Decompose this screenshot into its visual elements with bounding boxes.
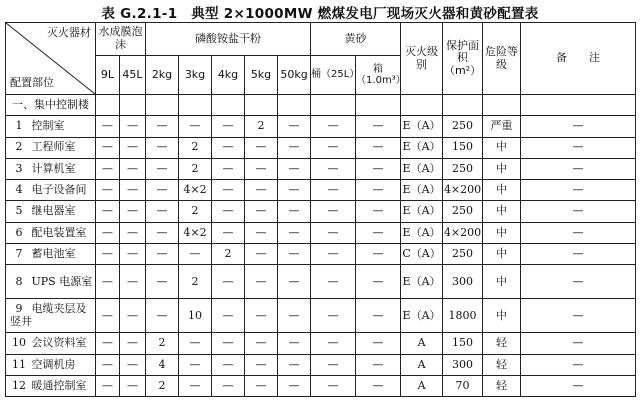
quantity-cell: — (278, 265, 311, 299)
powder-header: 磷酸铵盐干粉 (146, 23, 311, 56)
protect-area-cell: 300 (443, 265, 483, 299)
location-cell (6, 222, 96, 243)
location-cell (6, 244, 96, 265)
location-cell (6, 354, 96, 375)
remark-cell: — (521, 137, 636, 158)
location-name: 暖通控制室 (31, 378, 87, 392)
quantity-cell: — (356, 137, 401, 158)
quantity-cell: — (120, 222, 146, 243)
table-row (6, 354, 636, 375)
quantity-cell: — (146, 265, 179, 299)
quantity-cell: — (120, 158, 146, 179)
remark-cell: — (521, 158, 636, 179)
quantity-cell: — (212, 354, 245, 375)
quantity-cell: — (278, 244, 311, 265)
quantity-cell: — (120, 354, 146, 375)
quantity-cell: — (146, 116, 179, 137)
quantity-cell: — (245, 354, 278, 375)
quantity-cell: — (245, 244, 278, 265)
corner-top-label: 灭火器材 (47, 26, 91, 39)
quantity-cell: — (356, 299, 401, 333)
row-number: 11 (12, 357, 26, 371)
quantity-cell: — (120, 375, 146, 396)
sub-header: 45L (120, 56, 146, 95)
quantity-cell: — (179, 333, 212, 354)
quantity-cell: — (356, 265, 401, 299)
remark-cell: — (521, 265, 636, 299)
quantity-cell: — (278, 299, 311, 333)
location-cell (6, 180, 96, 201)
location-cell (6, 116, 96, 137)
sub-header: 4kg (212, 56, 245, 95)
quantity-cell: — (120, 116, 146, 137)
quantity-cell: — (146, 180, 179, 201)
location-name: UPS 电源室 (31, 274, 93, 288)
sub-header: 50kg (278, 56, 311, 95)
section-label: 一、集中控制楼 (6, 95, 96, 116)
quantity-cell: — (96, 299, 120, 333)
quantity-cell: 2 (179, 265, 212, 299)
table-row (6, 265, 636, 299)
remark-cell: — (521, 244, 636, 265)
table-title: 表 G.2.1-1 典型 2×1000MW 燃煤发电厂现场灭火器和黄砂配置表 (101, 6, 539, 22)
table-row (6, 333, 636, 354)
location-cell (6, 375, 96, 396)
section-row (6, 95, 636, 116)
row-number: 1 (15, 119, 23, 133)
quantity-cell: — (120, 201, 146, 222)
quantity-cell: — (120, 299, 146, 333)
quantity-cell: — (245, 265, 278, 299)
fire-class-cell: E（A） (401, 201, 443, 222)
bucket-header: 桶（25L） (311, 56, 356, 95)
table-row (6, 222, 636, 243)
fire-class-cell: E（A） (401, 180, 443, 201)
quantity-cell: 2 (179, 158, 212, 179)
remark-cell: — (521, 116, 636, 137)
hazard-cell: 中 (483, 201, 521, 222)
fire-class-cell: E（A） (401, 265, 443, 299)
quantity-cell: 2 (179, 201, 212, 222)
location-name: 配电装置室 (31, 225, 87, 239)
location-name: 会议资料室 (31, 336, 87, 350)
quantity-cell: 2 (146, 333, 179, 354)
quantity-cell: — (311, 244, 356, 265)
quantity-cell: — (212, 116, 245, 137)
quantity-cell: — (96, 158, 120, 179)
protect-area-header: 保护面积（m²） (443, 23, 483, 95)
remark-cell: — (521, 375, 636, 396)
row-number: 9 (15, 302, 23, 316)
row-number: 12 (12, 378, 26, 392)
quantity-cell: — (356, 158, 401, 179)
quantity-cell: — (311, 375, 356, 396)
quantity-cell: — (356, 116, 401, 137)
location-cell (6, 299, 96, 333)
quantity-cell: — (278, 354, 311, 375)
hazard-cell: 轻 (483, 333, 521, 354)
quantity-cell: — (245, 180, 278, 201)
quantity-cell: — (120, 180, 146, 201)
quantity-cell: — (245, 158, 278, 179)
row-number: 3 (15, 161, 23, 175)
foam-header: 水成膜泡沫 (96, 23, 146, 56)
quantity-cell: — (311, 201, 356, 222)
location-cell (6, 158, 96, 179)
quantity-cell: — (311, 116, 356, 137)
location-cell (6, 201, 96, 222)
quantity-cell: 4×2 (179, 222, 212, 243)
protect-area-cell: 250 (443, 116, 483, 137)
quantity-cell: — (179, 375, 212, 396)
protect-area-cell: 300 (443, 354, 483, 375)
quantity-cell: — (96, 201, 120, 222)
table-row (6, 244, 636, 265)
protect-area-cell: 4×200 (443, 222, 483, 243)
hazard-cell: 严重 (483, 116, 521, 137)
location-cell (6, 265, 96, 299)
hazard-cell: 中 (483, 265, 521, 299)
quantity-cell: — (245, 375, 278, 396)
quantity-cell: 4×2 (179, 180, 212, 201)
remark-cell: — (521, 299, 636, 333)
quantity-cell: — (245, 299, 278, 333)
fire-class-cell: A (401, 354, 443, 375)
sub-header: 2kg (146, 56, 179, 95)
quantity-cell: — (311, 354, 356, 375)
quantity-cell: — (96, 180, 120, 201)
quantity-cell: — (212, 265, 245, 299)
fire-class-cell: E（A） (401, 116, 443, 137)
location-name: 计算机室 (31, 161, 76, 175)
quantity-cell: — (245, 201, 278, 222)
quantity-cell: — (356, 244, 401, 265)
quantity-cell: — (146, 158, 179, 179)
location-name: 蓄电池室 (31, 246, 76, 260)
quantity-cell: — (120, 244, 146, 265)
hazard-cell: 轻 (483, 375, 521, 396)
row-number: 10 (12, 336, 26, 350)
quantity-cell: — (278, 180, 311, 201)
remark-cell: — (521, 201, 636, 222)
quantity-cell: 10 (179, 299, 212, 333)
fire-class-cell: E（A） (401, 137, 443, 158)
quantity-cell: — (212, 158, 245, 179)
quantity-cell: — (179, 244, 212, 265)
quantity-cell: — (311, 222, 356, 243)
quantity-cell: — (96, 244, 120, 265)
fire-class-cell: E（A） (401, 222, 443, 243)
hazard-cell: 轻 (483, 354, 521, 375)
protect-area-cell: 250 (443, 158, 483, 179)
row-number: 7 (15, 246, 23, 260)
remark-cell: — (521, 354, 636, 375)
hazard-cell: 中 (483, 180, 521, 201)
quantity-cell: — (212, 222, 245, 243)
quantity-cell: 2 (212, 244, 245, 265)
hazard-cell: 中 (483, 158, 521, 179)
quantity-cell: — (212, 201, 245, 222)
hazard-cell: 中 (483, 222, 521, 243)
row-number: 6 (15, 225, 23, 239)
quantity-cell: — (278, 201, 311, 222)
quantity-cell: — (311, 180, 356, 201)
quantity-cell: — (245, 333, 278, 354)
quantity-cell: — (96, 333, 120, 354)
corner-bottom-label: 配置部位 (10, 76, 54, 90)
quantity-cell: — (278, 137, 311, 158)
corner-header (6, 23, 96, 95)
quantity-cell: — (96, 222, 120, 243)
location-name: 电子设备间 (31, 183, 87, 197)
remark-cell: — (521, 333, 636, 354)
quantity-cell: — (356, 333, 401, 354)
sub-header: 9L (96, 56, 120, 95)
protect-area-cell: 250 (443, 244, 483, 265)
quantity-cell: — (96, 265, 120, 299)
remark-cell: — (521, 180, 636, 201)
quantity-cell: — (311, 158, 356, 179)
quantity-cell: — (96, 137, 120, 158)
quantity-cell: — (311, 265, 356, 299)
quantity-cell: — (120, 265, 146, 299)
header-row-1 (6, 23, 636, 56)
hazard-cell: 中 (483, 137, 521, 158)
quantity-cell: — (96, 354, 120, 375)
quantity-cell: — (120, 333, 146, 354)
location-cell (6, 333, 96, 354)
table-row (6, 180, 636, 201)
table-row (6, 116, 636, 137)
sub-header: 3kg (179, 56, 212, 95)
quantity-cell: 2 (179, 137, 212, 158)
fire-class-cell: C（A） (401, 244, 443, 265)
quantity-cell: — (212, 375, 245, 396)
remark-cell: — (521, 222, 636, 243)
extinguisher-table (5, 22, 636, 397)
quantity-cell: — (146, 137, 179, 158)
location-name: 控制室 (31, 119, 65, 133)
location-name: 空调机房 (31, 357, 76, 371)
quantity-cell: — (179, 354, 212, 375)
quantity-cell: — (356, 201, 401, 222)
quantity-cell: — (278, 158, 311, 179)
sand-header: 黄砂 (311, 23, 401, 56)
quantity-cell: — (146, 299, 179, 333)
table-row (6, 137, 636, 158)
quantity-cell: — (146, 201, 179, 222)
protect-area-cell: 150 (443, 137, 483, 158)
table-row (6, 201, 636, 222)
location-name: 工程师室 (31, 140, 76, 154)
quantity-cell: — (278, 222, 311, 243)
sub-header: 5kg (245, 56, 278, 95)
fire-class-cell: A (401, 375, 443, 396)
quantity-cell: 2 (146, 375, 179, 396)
fire-class-cell: E（A） (401, 299, 443, 333)
protect-area-cell: 250 (443, 201, 483, 222)
quantity-cell: — (96, 116, 120, 137)
fire-class-cell: A (401, 333, 443, 354)
quantity-cell: — (245, 137, 278, 158)
quantity-cell: — (278, 116, 311, 137)
table-row (6, 158, 636, 179)
quantity-cell: — (146, 244, 179, 265)
fire-class-header: 灭火级别 (401, 23, 443, 95)
protect-area-cell: 150 (443, 333, 483, 354)
row-number: 5 (15, 204, 23, 218)
quantity-cell: — (212, 333, 245, 354)
protect-area-cell: 1800 (443, 299, 483, 333)
quantity-cell: — (311, 137, 356, 158)
protect-area-cell: 70 (443, 375, 483, 396)
quantity-cell: — (212, 180, 245, 201)
quantity-cell: — (311, 333, 356, 354)
box-header: 箱（1.0m³） (356, 56, 401, 95)
hazard-cell: 中 (483, 299, 521, 333)
location-name: 电缆夹层及竖井 (10, 302, 87, 328)
quantity-cell: — (212, 299, 245, 333)
quantity-cell: — (278, 333, 311, 354)
quantity-cell: — (356, 180, 401, 201)
hazard-cell: 中 (483, 244, 521, 265)
location-name: 继电器室 (31, 204, 76, 218)
quantity-cell: — (356, 375, 401, 396)
hazard-header: 危险等级 (483, 23, 521, 95)
quantity-cell: — (356, 354, 401, 375)
quantity-cell: — (212, 137, 245, 158)
quantity-cell: 4 (146, 354, 179, 375)
row-number: 2 (15, 140, 23, 154)
quantity-cell: — (146, 222, 179, 243)
row-number: 4 (15, 183, 23, 197)
quantity-cell: — (311, 299, 356, 333)
quantity-cell: 2 (245, 116, 278, 137)
quantity-cell: — (96, 375, 120, 396)
quantity-cell: — (356, 222, 401, 243)
remarks-header: 备 注 (521, 23, 636, 95)
location-cell (6, 137, 96, 158)
quantity-cell: — (278, 375, 311, 396)
protect-area-cell: 4×200 (443, 180, 483, 201)
row-number: 8 (15, 274, 23, 288)
quantity-cell: — (120, 137, 146, 158)
table-row (6, 375, 636, 396)
fire-class-cell: E（A） (401, 158, 443, 179)
quantity-cell: — (179, 116, 212, 137)
table-row (6, 299, 636, 333)
quantity-cell: — (245, 222, 278, 243)
